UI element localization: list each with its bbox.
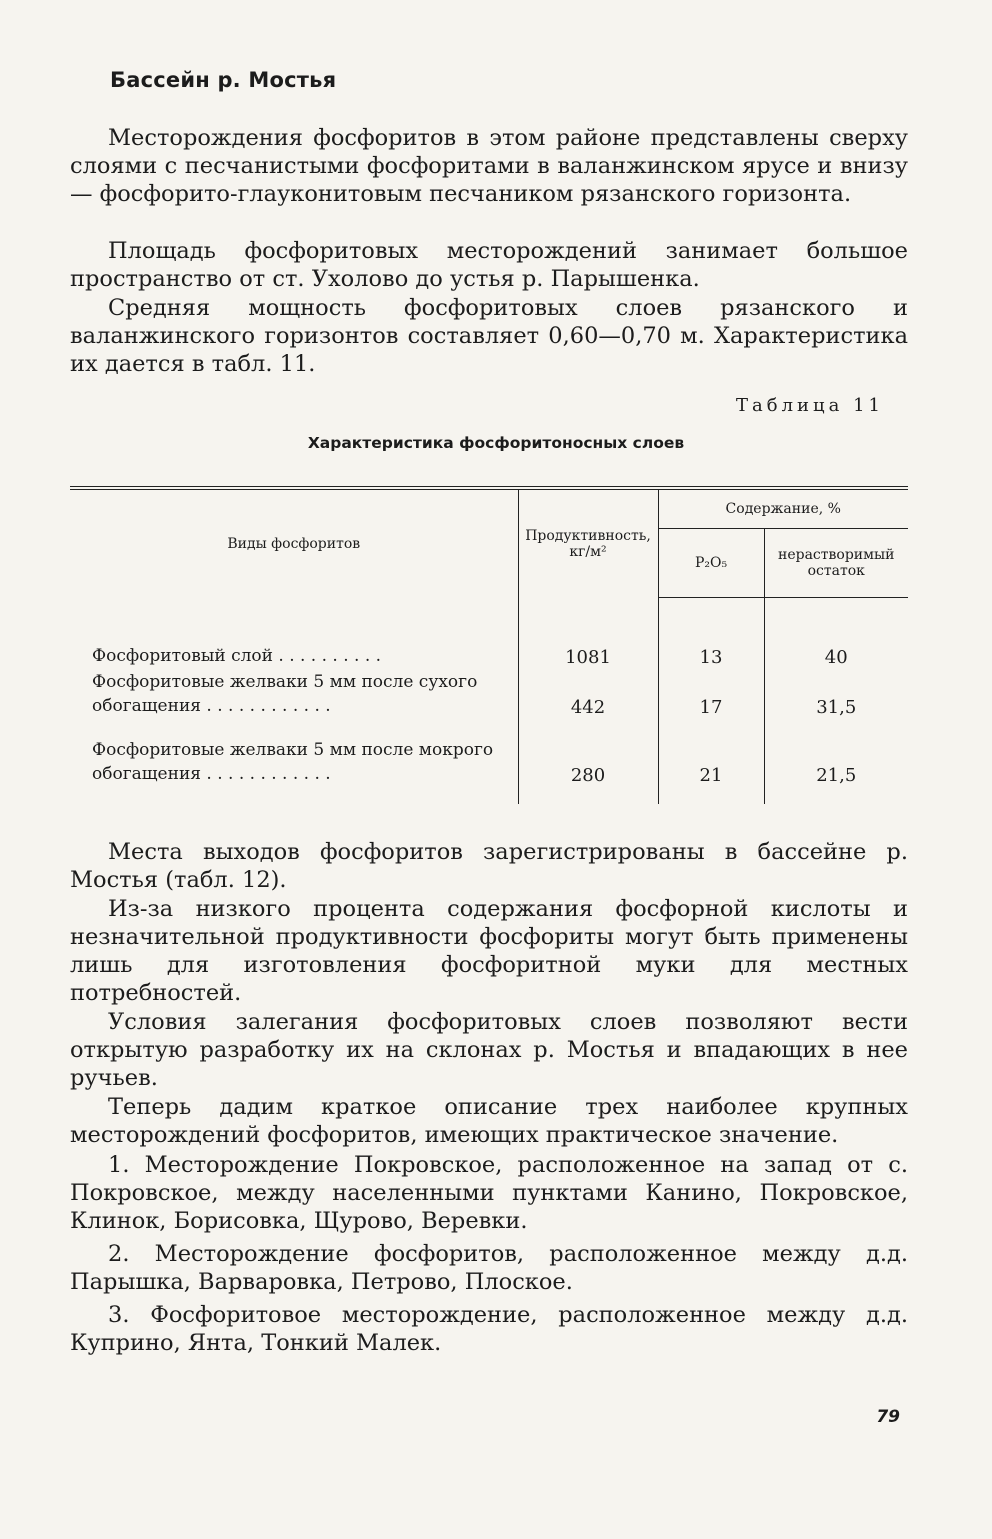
- paragraph-3: Средняя мощность фосфоритовых слоев рязанского и валанжинского горизонтов составляет 0,60—0,70 м. Характеристика их дается в табл. 11.: [70, 295, 908, 377]
- row-productivity: 280: [518, 718, 658, 804]
- row-name: Фосфоритовый слой . . . . . . . . . .: [92, 646, 382, 666]
- paragraph-5: Из-за низкого процента содержания фосфорной кислоты и незначительной продуктивности фосфориты могут быть применены лишь для изготовления фосфоритной муки для местных потребностей.: [70, 896, 908, 1006]
- phosphorite-table: [70, 486, 908, 804]
- row-name: Фосфоритовые желваки 5 мм после мокрого обогащения . . . . . . . . . . . .: [92, 740, 494, 784]
- paragraph-7: Теперь дадим краткое описание трех наиболее крупных месторождений фосфоритов, имеющих практическое значение.: [70, 1094, 908, 1148]
- table-label: Таблица 11: [736, 395, 884, 416]
- row-residue: 31,5: [764, 668, 908, 718]
- header-p2o5: P₂O₅: [658, 529, 764, 598]
- row-residue: 40: [764, 598, 908, 669]
- row-p2o5: 17: [658, 668, 764, 718]
- paragraph-4: Места выходов фосфоритов зарегистрированы в бассейне р. Мостья (табл. 12).: [70, 839, 908, 893]
- table-title: Характеристика фосфоритоносных слоев: [307, 434, 685, 452]
- row-name: Фосфоритовые желваки 5 мм после сухого обогащения . . . . . . . . . . . .: [92, 672, 478, 716]
- header-residue: нерастворимый остаток: [764, 529, 908, 598]
- header-content: Содержание, %: [658, 488, 908, 529]
- row-productivity: 1081: [518, 598, 658, 669]
- page-number: 79: [876, 1407, 900, 1427]
- table-row: [70, 668, 908, 718]
- row-residue: 21,5: [764, 718, 908, 804]
- row-p2o5: 13: [658, 598, 764, 669]
- row-productivity: 442: [518, 668, 658, 718]
- paragraph-1: Месторождения фосфоритов в этом районе представлены сверху слоями с песчанистыми фосфоритами в валанжинском ярусе и внизу — фосфорито-глауконитовым песчаником рязанского горизонта.: [70, 125, 908, 207]
- header-kinds: Виды фосфоритов: [70, 488, 518, 598]
- paragraph-6: Условия залегания фосфоритовых слоев позволяют вести открытую разработку их на склонах р. Мостья и впадающих в нее ручьев.: [70, 1009, 908, 1091]
- table-row: [70, 598, 908, 669]
- table-row: [70, 718, 908, 804]
- paragraph-2: Площадь фосфоритовых месторождений занимает большое пространство от ст. Ухолово до устья р. Парышенка.: [70, 238, 908, 292]
- row-p2o5: 21: [658, 718, 764, 804]
- section-heading: Бассейн р. Мостья: [110, 68, 337, 92]
- list-item-2: 2. Месторождение фосфоритов, расположенное между д.д. Парышка, Варваровка, Петрово, Плоское.: [70, 1241, 908, 1295]
- list-item-3: 3. Фосфоритовое месторождение, расположенное между д.д. Куприно, Янта, Тонкий Малек.: [70, 1302, 908, 1356]
- header-productivity: Продуктивность, кг/м²: [518, 488, 658, 598]
- list-item-1: 1. Месторождение Покровское, расположенное на запад от с. Покровское, между населенными пунктами Канино, Покровское, Клинок, Борисовка, Щурово, Веревки.: [70, 1152, 908, 1234]
